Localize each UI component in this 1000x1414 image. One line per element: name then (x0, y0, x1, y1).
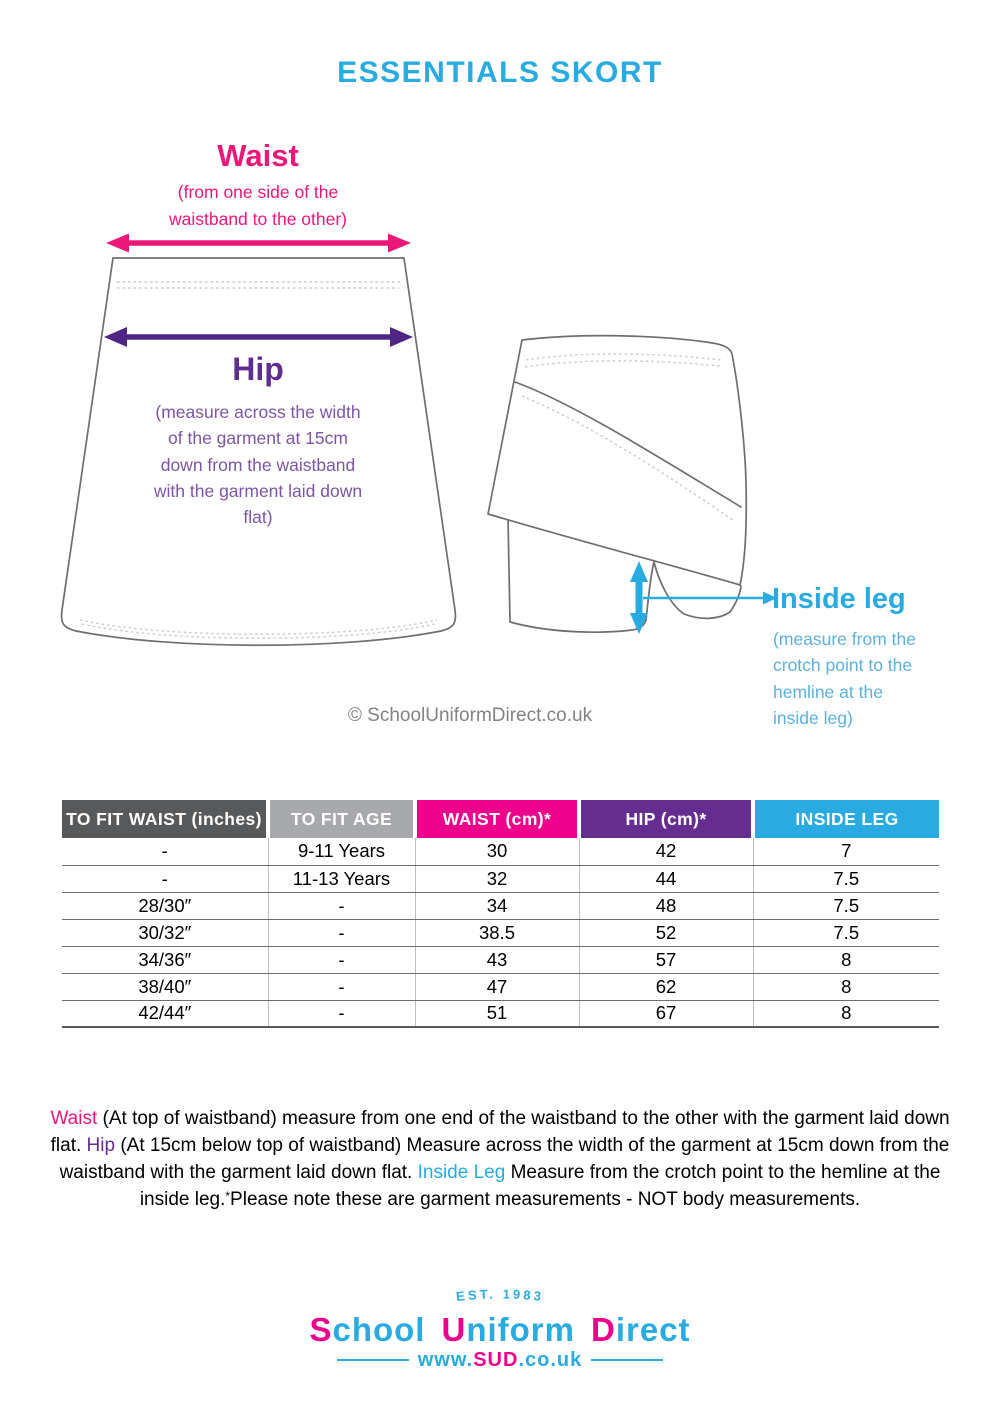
waist-arrow (106, 234, 411, 253)
table-cell: - (62, 865, 268, 892)
logo-est-text: EST. 1983 (455, 1286, 545, 1305)
table-cell: 42 (579, 838, 753, 865)
table-header-row (62, 800, 939, 838)
footnote-inside-leg-text: Measure from the crotch point to the hemline at the inside leg. (139, 1161, 941, 1210)
wrap-skirt-outline (488, 336, 746, 585)
table-cell: 8 (753, 973, 939, 1000)
logo-url (0, 1350, 1000, 1370)
table-cell: - (268, 1000, 415, 1027)
brand-logo (0, 1284, 1000, 1370)
inside-leg-description: (measure from the crotch point to the hemline at the inside leg) (773, 629, 916, 728)
logo-url-www: www. (417, 1349, 474, 1371)
logo-word-school (309, 1313, 425, 1346)
table-cell: 30 (415, 838, 579, 865)
table-cell: 9-11 Years (268, 838, 415, 865)
table-cell: 11-13 Years (268, 865, 415, 892)
hip-description: (measure across the width of the garment at 15cm down from the waistband with the garment laid down flat) (153, 402, 363, 527)
table-cell: 42/44″ (62, 1000, 268, 1027)
table-row (62, 1000, 939, 1027)
table-cell: 52 (579, 919, 753, 946)
table-cell: 38/40″ (62, 973, 268, 1000)
inside-leg-pointer-arrow (643, 592, 777, 605)
waist-description: (from one side of the waistband to the other) (168, 182, 348, 230)
logo-cap-d: D (590, 1311, 616, 1348)
table-cell: 51 (415, 1000, 579, 1027)
table-row (62, 865, 939, 892)
table-cell: 8 (753, 946, 939, 973)
table-cell: 48 (579, 892, 753, 919)
table-cell: 67 (579, 1000, 753, 1027)
hip-label: Hip (232, 351, 284, 387)
header-hip-cm: HIP (cm)* (579, 800, 753, 838)
table-cell: 34/36″ (62, 946, 268, 973)
logo-url-couk: .co.uk (518, 1349, 583, 1371)
table-cell: 57 (579, 946, 753, 973)
header-to-fit-age: TO FIT AGE (268, 800, 415, 838)
table-cell: - (268, 946, 415, 973)
table-cell: 44 (579, 865, 753, 892)
logo-dash-left (337, 1359, 409, 1362)
logo-rest-niform: niform (466, 1311, 575, 1348)
table-cell: - (62, 838, 268, 865)
size-table (62, 800, 939, 1028)
table-cell: - (268, 919, 415, 946)
svg-text:EST. 1983 (455, 1286, 544, 1304)
footnote-asterisk: * (225, 1188, 231, 1203)
table-cell: 7 (753, 838, 939, 865)
logo-cap-u: U (441, 1311, 467, 1348)
copyright-text: © SchoolUniformDirect.co.uk (347, 705, 593, 726)
logo-rest-irect: irect (615, 1311, 691, 1348)
table-row (62, 973, 939, 1000)
table-cell: 62 (579, 973, 753, 1000)
table-row (62, 838, 939, 865)
logo-word-uniform (441, 1313, 575, 1346)
table-cell: 34 (415, 892, 579, 919)
logo-dash-right (591, 1359, 663, 1362)
footnote-note-text: Please note these are garment measurements - NOT body measurements. (230, 1188, 861, 1210)
footnote-inside-leg-term: Inside Leg (417, 1161, 506, 1183)
waist-label: Waist (217, 138, 299, 173)
footnote-hip-text: (At 15cm below top of waistband) Measure across the width of the garment at 15cm down from the waistband with the garment laid down flat. (59, 1134, 950, 1183)
table-cell: - (268, 892, 415, 919)
table-cell: 38.5 (415, 919, 579, 946)
measurement-footnote (45, 1106, 955, 1214)
table-cell: 7.5 (753, 865, 939, 892)
table-cell: 30/32″ (62, 919, 268, 946)
logo-word-direct (591, 1313, 691, 1346)
logo-rest-chool: chool (332, 1311, 426, 1348)
skort-back-diagram (480, 330, 780, 665)
header-to-fit-waist: TO FIT WAIST (inches) (62, 800, 268, 838)
table-row (62, 919, 939, 946)
inside-leg-label: Inside leg (772, 583, 906, 615)
table-row (62, 892, 939, 919)
logo-url-sud: SUD (473, 1349, 519, 1371)
table-cell: 7.5 (753, 919, 939, 946)
table-cell: - (268, 973, 415, 1000)
table-cell: 8 (753, 1000, 939, 1027)
table-cell: 47 (415, 973, 579, 1000)
logo-cap-s: S (309, 1311, 333, 1348)
table-row (62, 946, 939, 973)
table-cell: 32 (415, 865, 579, 892)
page-title: ESSENTIALS SKORT (337, 56, 663, 89)
header-inside-leg: INSIDE LEG (753, 800, 939, 838)
table-cell: 28/30″ (62, 892, 268, 919)
table-cell: 43 (415, 946, 579, 973)
header-waist-cm: WAIST (cm)* (415, 800, 579, 838)
logo-name (0, 1313, 1000, 1346)
footnote-waist-term: Waist (50, 1108, 98, 1129)
footnote-hip-term: Hip (86, 1134, 116, 1156)
logo-est-arc (380, 1284, 620, 1312)
table-cell: 7.5 (753, 892, 939, 919)
footnote-waist-text: (At top of waistband) measure from one end of the waistband to the other with the garment laid down flat. (50, 1108, 950, 1156)
